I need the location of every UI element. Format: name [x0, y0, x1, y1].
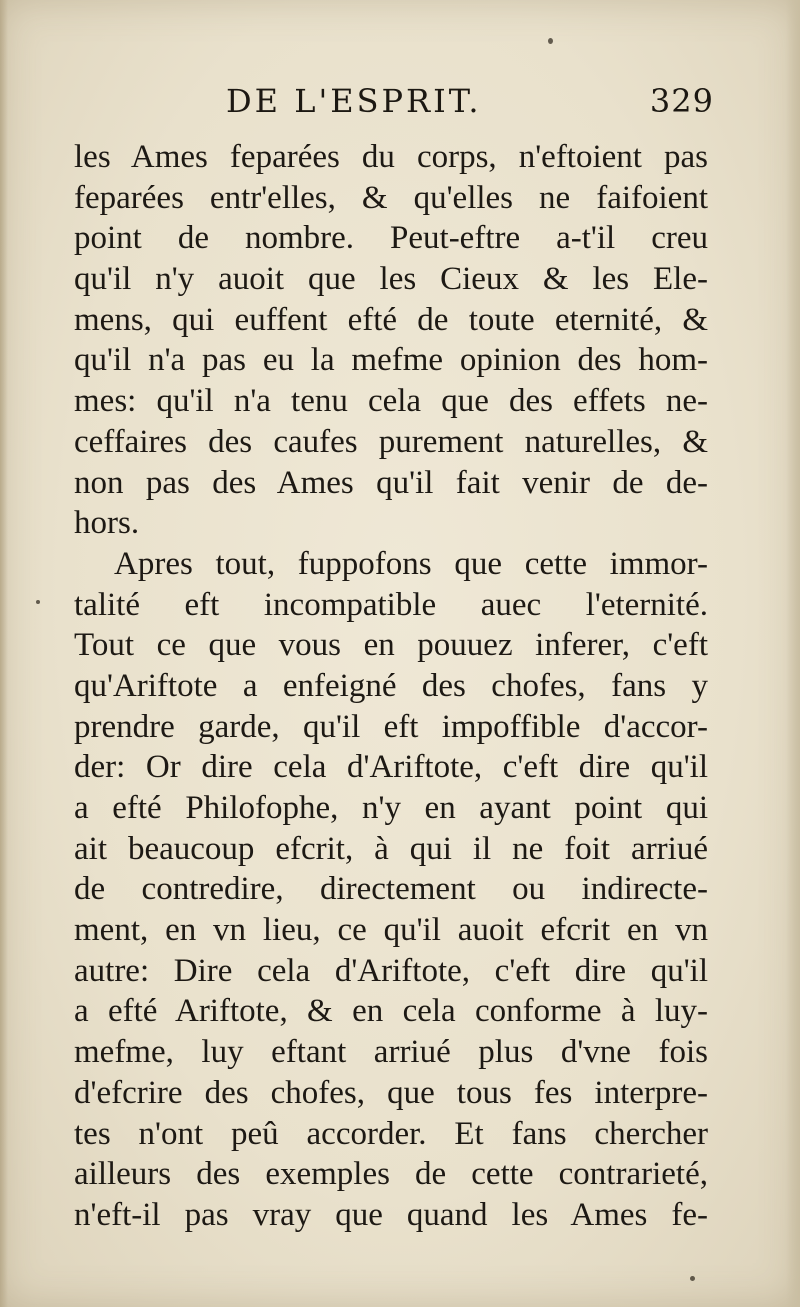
paragraph-first-line: Apres tout, fuppofons que cette immor-: [114, 545, 708, 582]
text-line: mefme, luy eftant arriué plus d'vne fois: [74, 1034, 708, 1071]
text-line: talité eft incompatible auec l'eternité.: [74, 586, 708, 623]
text-line: qu'il n'y auoit que les Cieux & les Ele-: [74, 261, 708, 298]
text-line: mes: qu'il n'a tenu cela que des effets ne-: [74, 383, 708, 420]
page-number: 329: [649, 82, 714, 120]
text-line: de contredire, directement ou indirecte-: [74, 871, 708, 908]
text-line: Tout ce que vous en pouuez inferer, c'eft: [74, 627, 708, 664]
text-line: ceffaires des caufes purement naturelles, &: [74, 423, 708, 460]
text-line: ailleurs des exemples de cette contrarieté,: [74, 1156, 708, 1193]
text-line: ait beaucoup efcrit, à qui il ne foit arriué: [74, 830, 708, 867]
ink-speck: [548, 38, 553, 44]
text-line: a efté Philofophe, n'y en ayant point qui: [74, 790, 708, 826]
text-line: prendre garde, qu'il eft impoffible d'accor-: [74, 708, 708, 745]
ink-speck: [36, 600, 40, 604]
text-line: feparées entr'elles, & qu'elles ne faifoient: [74, 179, 708, 216]
page-left-edge: [0, 0, 8, 1307]
text-line: point de nombre. Peut-eftre a-t'il creu: [74, 220, 708, 257]
text-line: a efté Ariftote, & en cela conforme à luy-: [74, 993, 708, 1030]
text-line: hors.: [74, 505, 140, 542]
text-line: der: Or dire cela d'Ariftote, c'eft dire qu'il: [74, 749, 708, 786]
text-line: autre: Dire cela d'Ariftote, c'eft dire qu'il: [74, 952, 708, 989]
text-line: qu'Ariftote a enfeigné des chofes, fans y: [74, 667, 708, 704]
text-line: d'efcrire des chofes, que tous fes interpre-: [74, 1074, 708, 1111]
body-text: [74, 137, 708, 1236]
text-line: tes n'ont peû accorder. Et fans chercher: [74, 1115, 708, 1152]
ink-speck: [690, 1276, 695, 1281]
text-line: mens, qui euffent efté de toute eternité, &: [74, 301, 708, 338]
text-line: qu'il n'a pas eu la mefme opinion des hom-: [74, 342, 708, 379]
text-line: non pas des Ames qu'il fait venir de de-: [74, 464, 708, 501]
text-line: les Ames feparées du corps, n'eftoient pas: [74, 139, 708, 175]
text-line: ment, en vn lieu, ce qu'il auoit efcrit en vn: [74, 912, 708, 949]
page-header: [74, 82, 714, 132]
page-right-edge: [786, 0, 800, 1307]
text-line: n'eft-il pas vray que quand les Ames fe-: [74, 1196, 708, 1233]
running-title: DE L'ESPRIT.: [226, 82, 482, 120]
